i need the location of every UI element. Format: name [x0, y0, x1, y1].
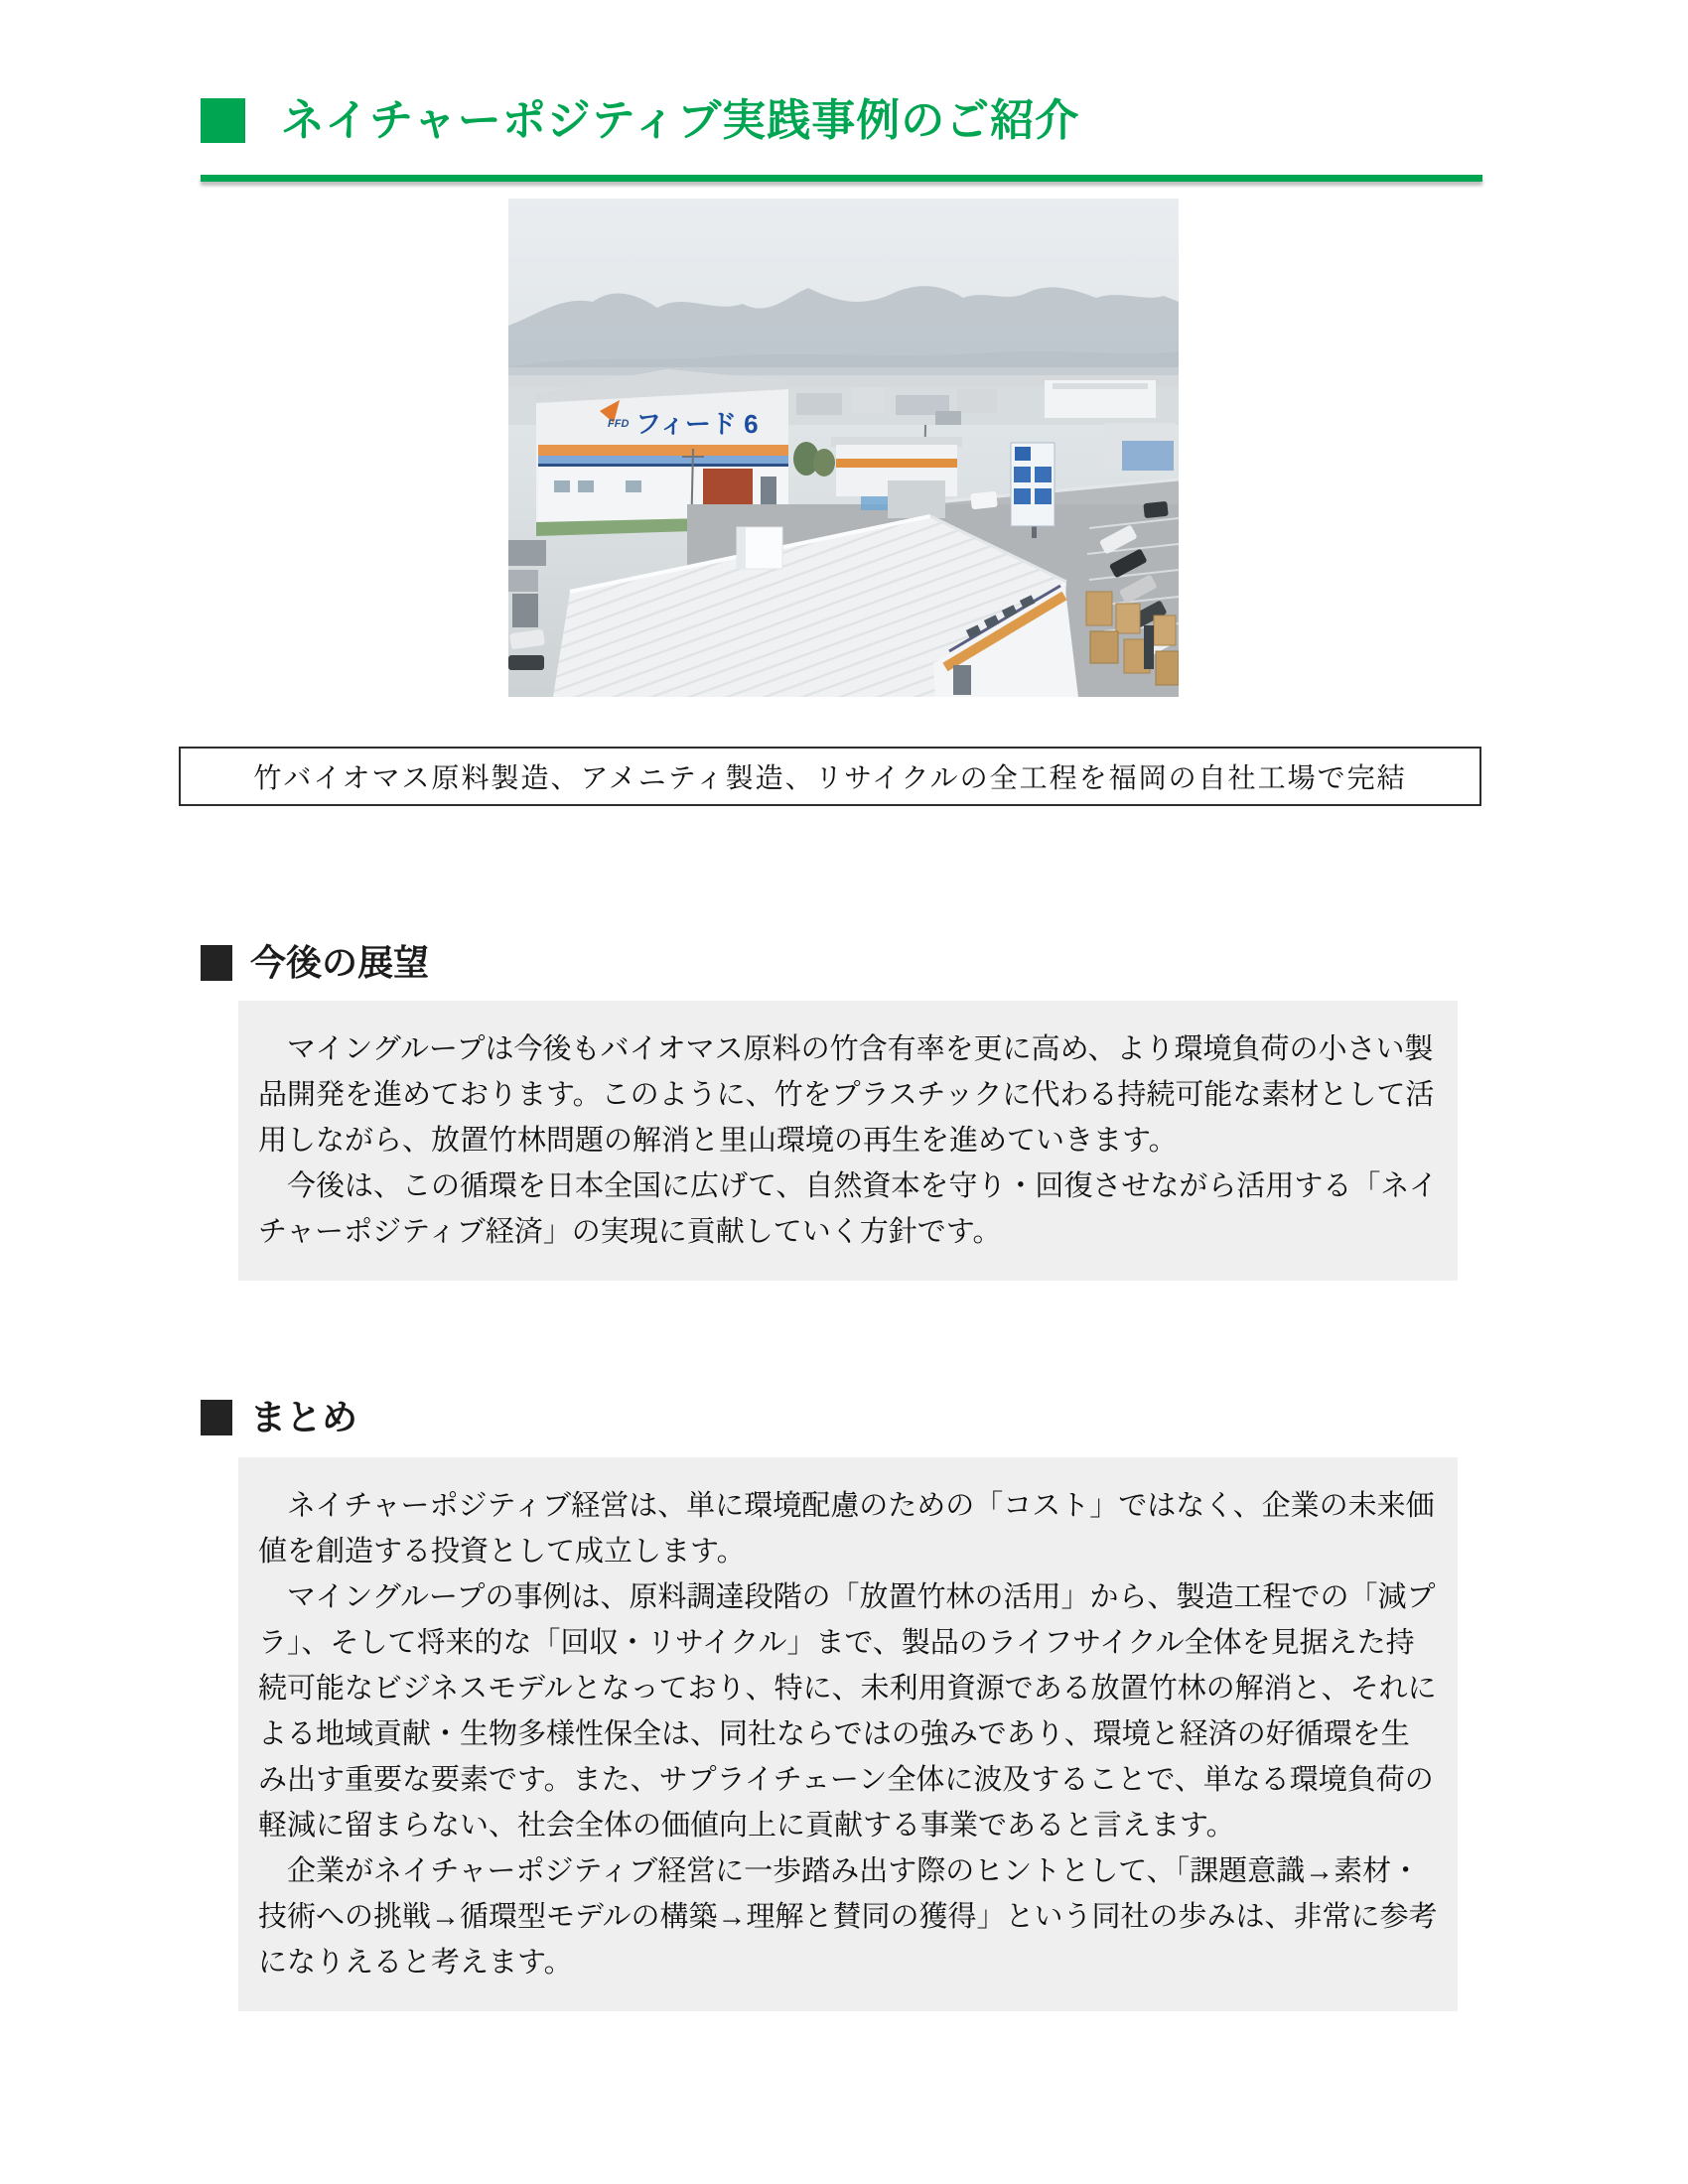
photo-parking-sign	[1011, 443, 1055, 538]
building-sign-text: フィード 6	[635, 409, 759, 439]
summary-paragraph-1: ネイチャーポジティブ経営は、単に環境配慮のための「コスト」ではなく、企業の未来価値を創造する投資として成立します。	[258, 1490, 1435, 1568]
page-header	[201, 95, 1080, 145]
section-body-outlook	[238, 1001, 1458, 1281]
section-body-summary	[238, 1457, 1458, 2011]
page-title: ネイチャーポジティブ実践事例のご紹介	[281, 95, 1080, 145]
heading-bullet-square-icon	[201, 945, 232, 981]
facility-photo-svg	[508, 199, 1179, 697]
summary-paragraph-2: マイングループの事例は、原料調達段階の「放置竹林の活用」から、製造工程での「減プラ」、そして将来的な「回収・リサイクル」まで、製品のライフサイクル全体を見据えた持続可能なビジネスモデルとなっており、特に、未利用資源である放置竹林の解消と、それによる地域貢献・生物多様性保全は、同社ならではの強みであり、環境と経済の好循環を生み出す重要な要素です。また、サプライチェーン全体に波及することで、単なる環境負荷の軽減に留まらない、社会全体の価値向上に貢献する事業であると言えます。	[258, 1581, 1437, 1842]
outlook-paragraph-2: 今後は、この循環を日本全国に広げて、自然資本を守り・回復させながら活用する「ネイチャーポジティブ経済」の実現に貢献していく方針です。	[258, 1170, 1438, 1248]
section-heading-outlook	[201, 941, 429, 984]
photo-caption-box	[179, 747, 1481, 806]
section-heading-label: 今後の展望	[250, 942, 430, 983]
photo-caption-text: 竹バイオマス原料製造、アメニティ製造、リサイクルの全工程を福岡の自社工場で完結	[253, 763, 1407, 794]
title-underline-rule	[201, 175, 1482, 182]
outlook-paragraph-1: マイングループは今後もバイオマス原料の竹含有率を更に高め、より環境負荷の小さい製品開発を進めております。このように、竹をプラスチックに代わる持続可能な素材として活用しながら、放置竹林問題の解消と里山環境の再生を進めていきます。	[258, 1033, 1435, 1157]
section-heading-summary	[201, 1396, 357, 1438]
building-logo-text: FFD	[608, 418, 630, 430]
section-heading-label: まとめ	[250, 1397, 358, 1437]
summary-paragraph-3: 企業がネイチャーポジティブ経営に一歩踏み出す際のヒントとして、「課題意識→素材・技術への挑戦→循環型モデルの構築→理解と賛同の獲得」という同社の歩みは、非常に参考になりえると考えます。	[258, 1855, 1438, 1979]
title-bullet-square-icon	[201, 98, 245, 143]
facility-photo	[508, 199, 1179, 697]
heading-bullet-square-icon	[201, 1400, 232, 1435]
